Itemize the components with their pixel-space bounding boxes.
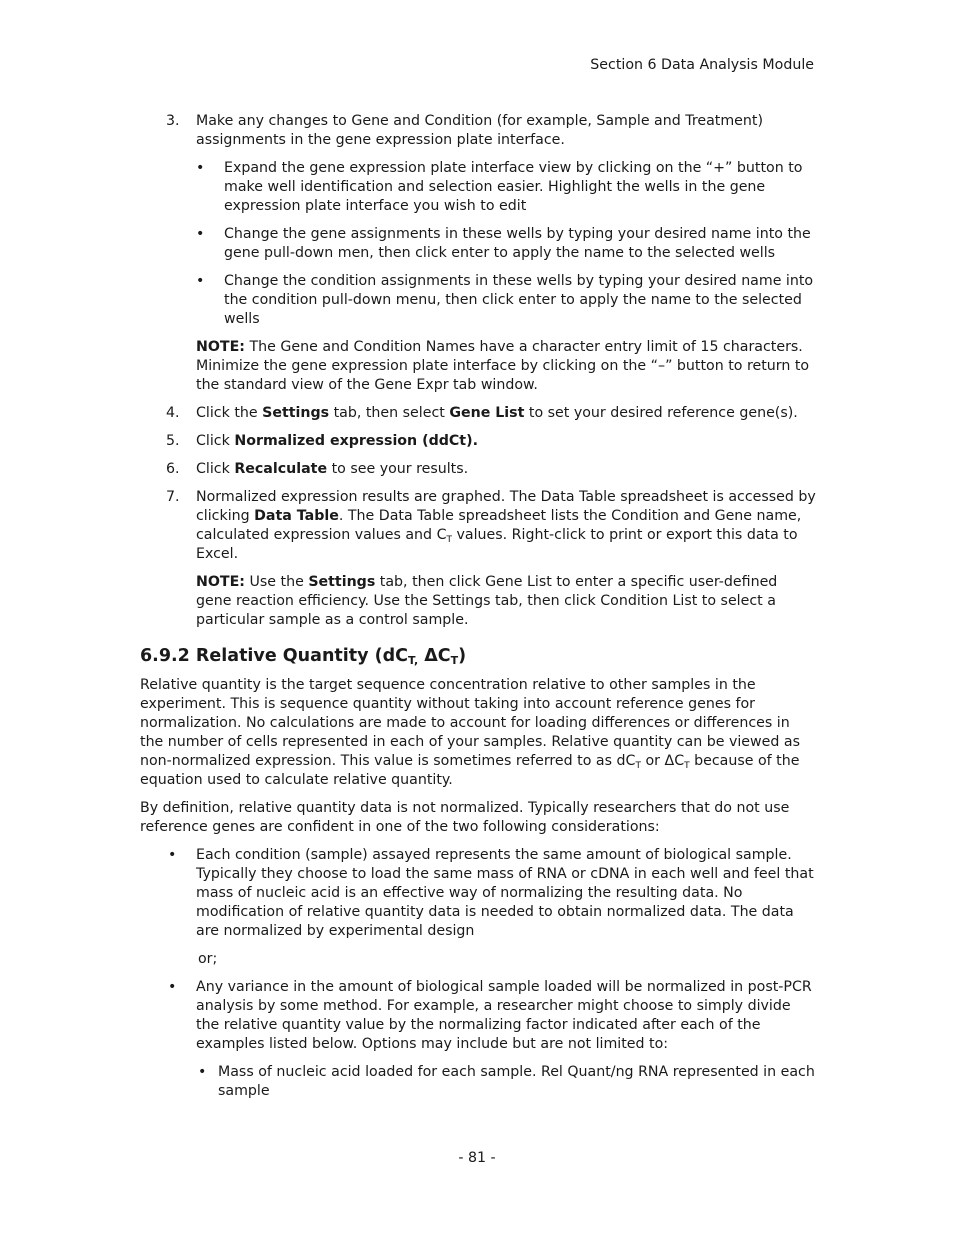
step-text xyxy=(196,488,816,564)
step-3 xyxy=(140,112,816,395)
step-text xyxy=(196,404,816,423)
bullet-text: Change the gene assignments in these wells by typing your desired name into the gene pull-down men, then click enter to apply the name to the selected wells xyxy=(224,226,811,261)
heading-text: ΔC xyxy=(418,646,451,666)
step-number: 6. xyxy=(166,461,180,477)
list-item xyxy=(140,1063,816,1101)
section-heading xyxy=(140,644,816,668)
step-text: Make any changes to Gene and Condition (for example, Sample and Treatment) assignments in the gene expression plate interface. xyxy=(196,113,763,148)
bullet-icon: • xyxy=(196,226,205,242)
step-text xyxy=(196,460,816,479)
note-label: NOTE: xyxy=(196,574,245,590)
subscript: T, xyxy=(408,654,419,667)
text-run: tab, then select xyxy=(329,405,450,421)
ui-term-gene-list: Gene List xyxy=(449,405,525,421)
text-run: Relative quantity is the target sequence concentration relative to other samples in the experiment. This is sequence quantity without taking into account reference genes for normalization. No calculations are made to account for loading differences or differences in the number of cells represented in each of your samples. Relative quantity can be viewed as non-normalized expression. This value is sometimes referred to as dC xyxy=(140,677,800,769)
list-item xyxy=(140,978,816,1054)
ui-term-settings: Settings xyxy=(262,405,330,421)
bullet-text: Mass of nucleic acid loaded for each sample. Rel Quant/ng RNA represented in each sample xyxy=(218,1064,815,1099)
text-run: to set your desired reference gene(s). xyxy=(524,405,798,421)
step-number: 4. xyxy=(166,405,180,421)
text-run: Use the xyxy=(244,574,309,590)
text-run: Click the xyxy=(196,405,263,421)
step-3-bullets xyxy=(196,159,816,329)
ui-term-settings: Settings xyxy=(308,574,376,590)
page-body xyxy=(140,112,816,1110)
text-run: or ΔC xyxy=(640,753,685,769)
ui-term-normalized-expression: Normalized expression (ddCt). xyxy=(234,433,478,449)
text-run: Click xyxy=(196,461,235,477)
list-item xyxy=(196,159,816,216)
bullet-text: Any variance in the amount of biological sample loaded will be normalized in post-PCR analysis by some method. For example, a researcher might choose to simply divide the relative quantity value by the normalizing factor indicated after each of the examples listed below. Options may include but are not limited to: xyxy=(196,979,812,1052)
note-text: The Gene and Condition Names have a character entry limit of 15 characters. Minimize the gene expression plate interface by clicking on the “–” button to return to the standard view of the Gene Expr tab window. xyxy=(196,339,810,393)
note-paragraph xyxy=(196,573,816,630)
step-4 xyxy=(140,404,816,423)
step-6 xyxy=(140,460,816,479)
bullet-icon: • xyxy=(196,273,205,289)
step-7 xyxy=(140,488,816,630)
note-label: NOTE: xyxy=(196,339,245,355)
subscript: T xyxy=(450,654,459,667)
text-run: Normalized expression results are graphed. The Data Table spreadsheet is accessed by clicking xyxy=(196,489,816,524)
or-text: or; xyxy=(198,951,218,967)
subscript: T xyxy=(446,535,452,545)
subscript: T xyxy=(684,761,690,771)
step-number: 3. xyxy=(166,113,180,129)
note-paragraph xyxy=(196,338,816,395)
ui-term-data-table: Data Table xyxy=(254,508,339,524)
list-item xyxy=(196,272,816,329)
list-item xyxy=(196,225,816,263)
heading-text: ) xyxy=(458,646,467,666)
running-header: Section 6 Data Analysis Module xyxy=(590,57,814,73)
text-run: Click xyxy=(196,433,235,449)
text-run: . The Data Table spreadsheet lists the Condition and Gene name, calculated expression values and C xyxy=(196,508,802,543)
page-number: - 81 - xyxy=(458,1150,496,1166)
bullet-text: Each condition (sample) assayed represents the same amount of biological sample. Typically they choose to load the same mass of RNA or cDNA in each well and feel that mass of nucleic acid is an effective way of normalizing the resulting data. No modification of relative quantity data is needed to obtain normalized data. The data are normalized by experimental design xyxy=(196,847,814,939)
step-5 xyxy=(140,432,816,451)
step-number: 5. xyxy=(166,433,180,449)
text-run: values. Right-click to print or export this data to Excel. xyxy=(196,527,798,562)
paragraph xyxy=(140,676,816,790)
text-run: tab, then click Gene List to enter a specific user-defined gene reaction efficiency. Use the Settings tab, then click Condition List to select a particular sample as a control sample. xyxy=(196,574,778,628)
ui-term-recalculate: Recalculate xyxy=(234,461,328,477)
paragraph: By definition, relative quantity data is not normalized. Typically researchers that do not use reference genes are confident in one of the two following considerations: xyxy=(140,800,790,835)
text-run: because of the equation used to calculate relative quantity. xyxy=(140,753,800,788)
heading-text: 6.9.2 Relative Quantity (dC xyxy=(140,646,409,666)
step-text xyxy=(196,432,816,451)
bullet-icon: • xyxy=(168,847,177,863)
subscript: T xyxy=(635,761,641,771)
bullet-icon: • xyxy=(168,979,177,995)
list-item xyxy=(140,846,816,941)
text-run: to see your results. xyxy=(327,461,469,477)
step-number: 7. xyxy=(166,489,180,505)
bullet-text: Change the condition assignments in these wells by typing your desired name into the condition pull-down menu, then click enter to apply the name to the selected wells xyxy=(224,273,814,327)
bullet-icon: • xyxy=(196,160,205,176)
bullet-text: Expand the gene expression plate interface view by clicking on the “+” button to make well identification and selection easier. Highlight the wells in the gene expression plate interface you wish to edit xyxy=(224,160,803,214)
bullet-icon: • xyxy=(198,1064,207,1080)
